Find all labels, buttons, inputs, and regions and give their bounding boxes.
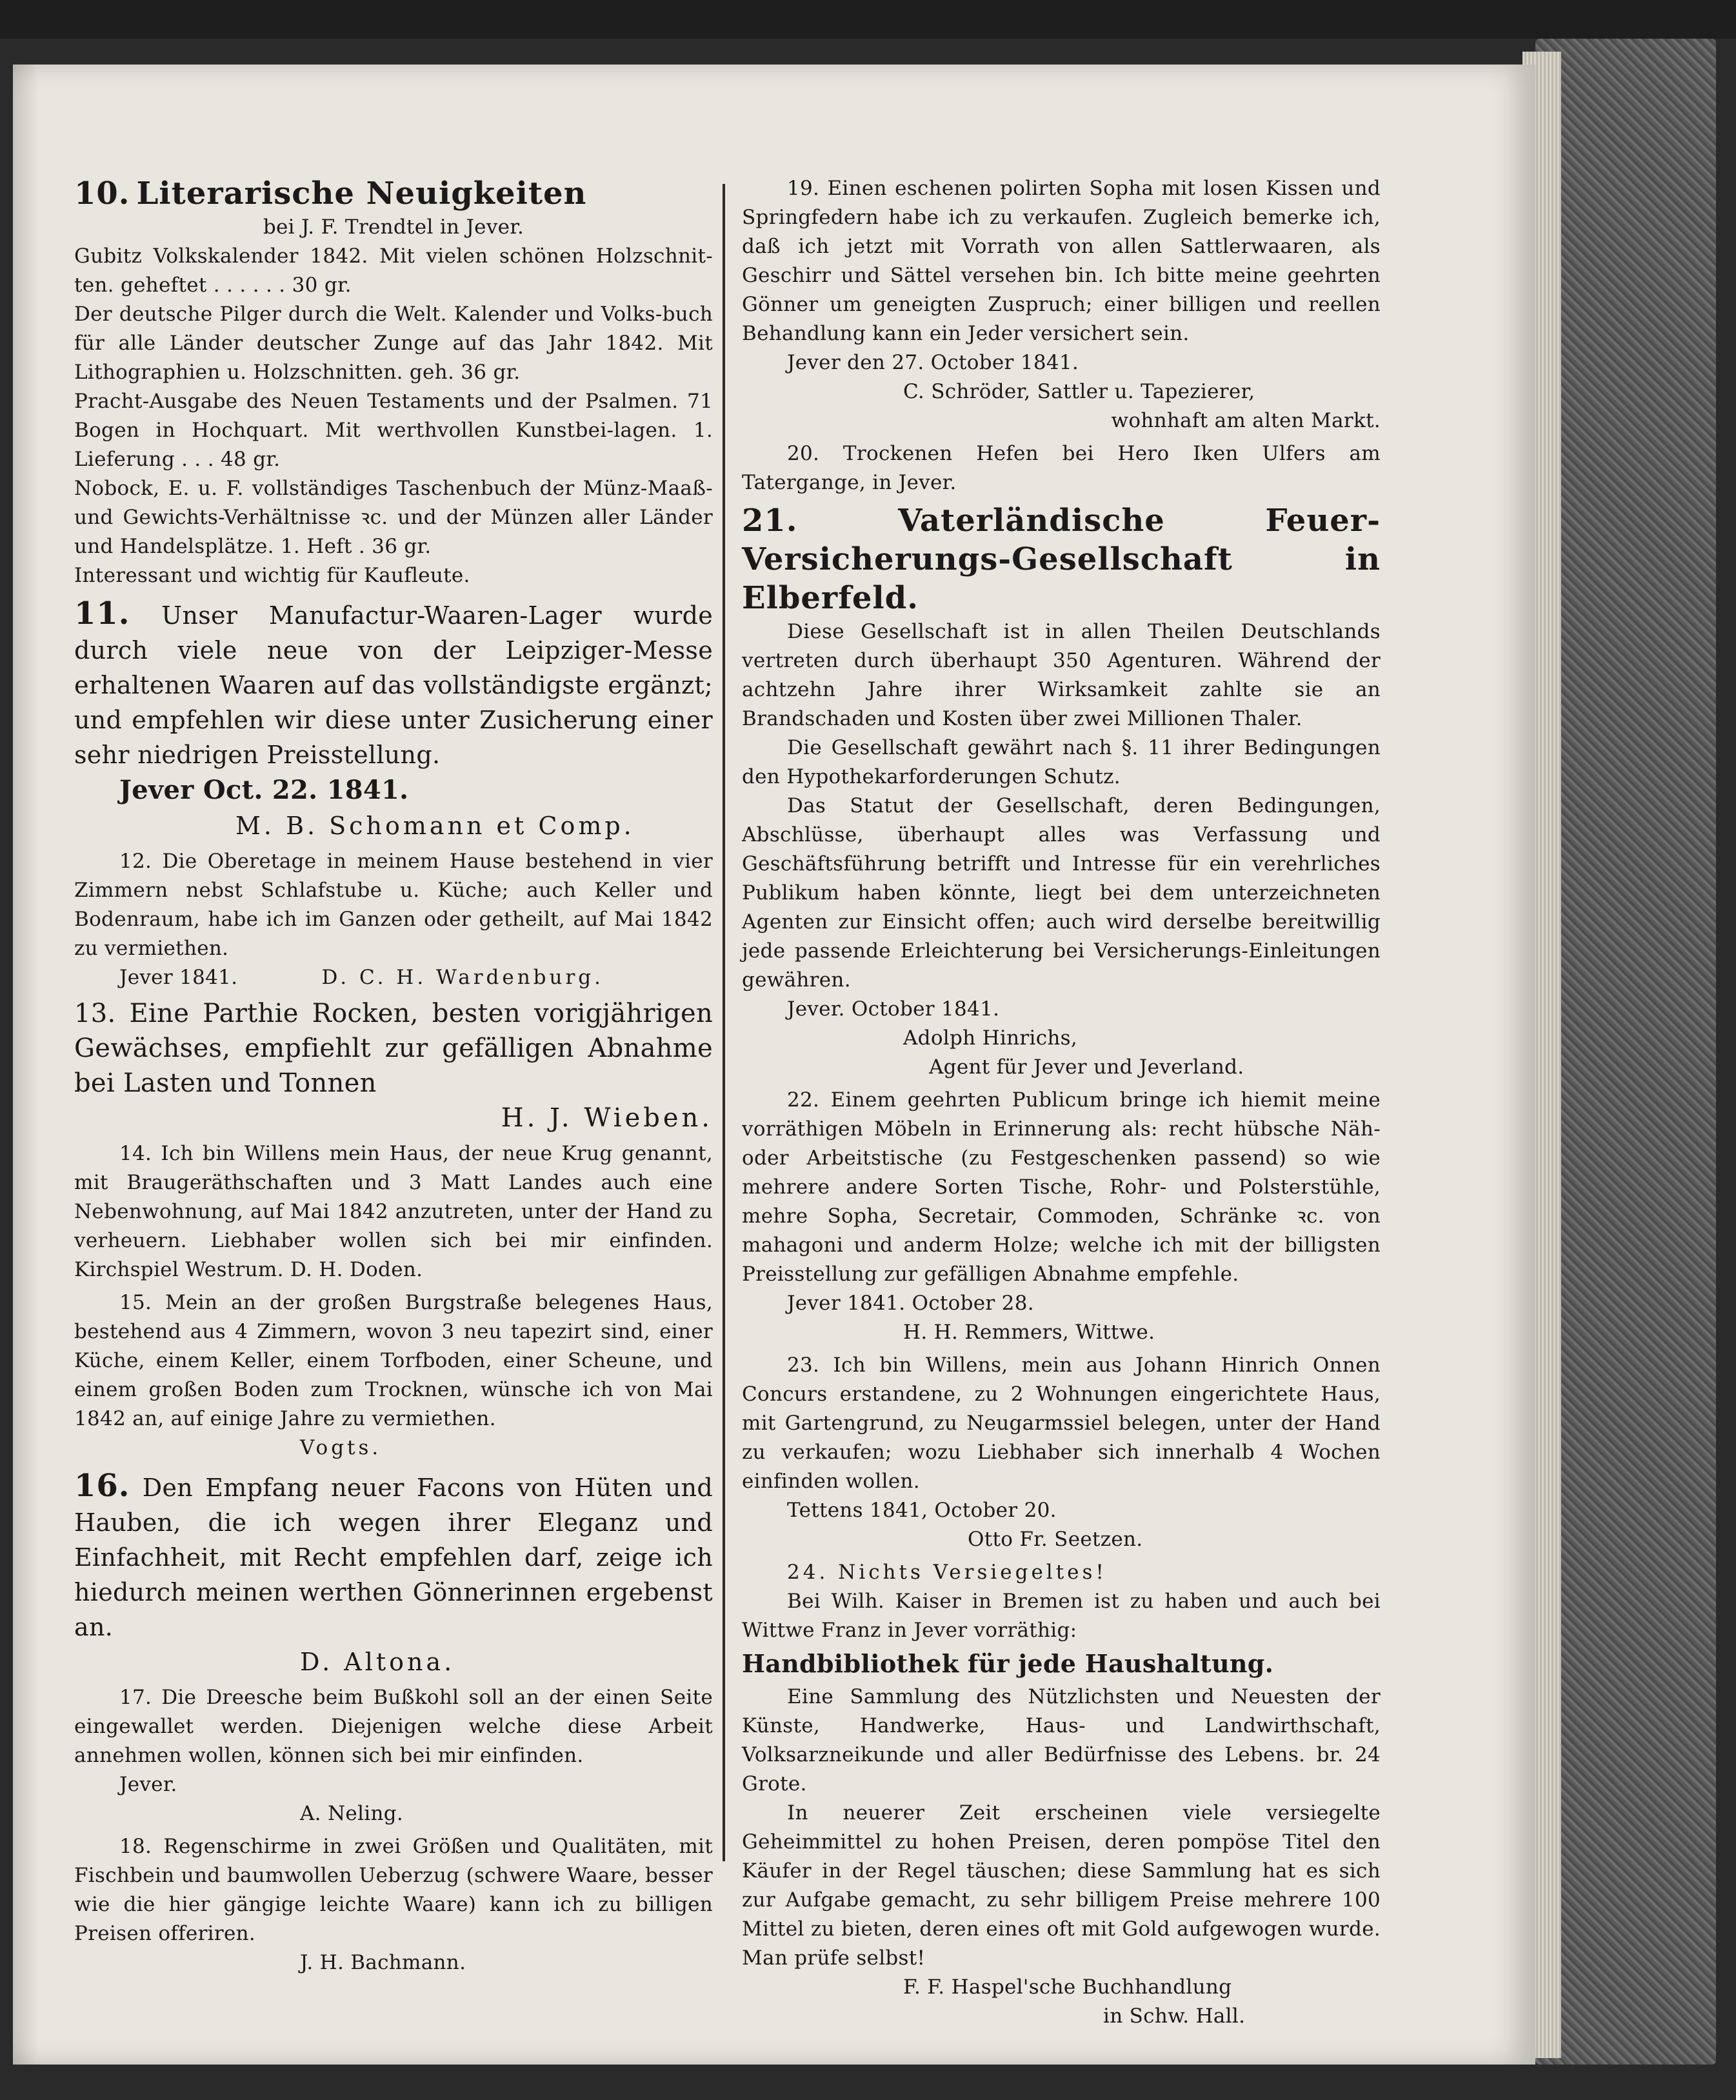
item-24-signature-2: in Schw. Hall.: [1103, 2005, 1246, 2028]
item-15-text: 15. Mein an der großen Burgstraße belegenes Haus, bestehend aus 4 Zimmern, wovon 3 neu tapezirt sind, einer Küche, einem Keller, einem Torfboden, einer Scheune, und einem großen Boden zum Trocknen, wünsche ich von Mai 1842 an, auf einige Jahre zu vermiethen.: [74, 1291, 713, 1430]
item-10-title: Literarische Neuigkeiten: [136, 175, 587, 212]
item-17: [74, 1683, 713, 1828]
item-22-text: 22. Einem geehrten Publicum bringe ich hiemit meine vorräthigen Möbeln in Erinnerung als: recht hübsche Näh- oder Arbeitstische (zu Festgeschenken passend) so wie mehrere andere Sorten Tische, Rohr- und Polsterstühle, mehre Sopha, Secretair, Commoden, Schränke ꝛc. von mahagoni und anderm Holze; welche ich mit der billigsten Preisstellung zur gefälligen Abnahme empfehle.: [742, 1088, 1381, 1286]
item-16-signature: D. Altona.: [300, 1648, 455, 1676]
item-23-text: 23. Ich bin Willens, mein aus Johann Hinrich Onnen Concurs erstandene, zu 2 Wohnungen eingerichtete Haus, mit Gartengrund, zu Neugarmssiel belegen, unter der Hand zu verkaufen; wozu Liebhaber sich innerhalb 4 Wochen einfinden wollen.: [742, 1354, 1381, 1493]
item-23-date: Tettens 1841, October 20.: [787, 1499, 1057, 1522]
item-13-number: 13.: [74, 999, 116, 1028]
column-divider: [723, 184, 725, 1861]
item-13: [74, 996, 713, 1135]
item-11-date: Jever Oct. 22. 1841.: [119, 775, 409, 805]
item-24-intro: Bei Wilh. Kaiser in Bremen ist zu haben und auch bei Wittwe Franz in Jever vorräthig:: [742, 1590, 1381, 1642]
item-24-p2: In neuerer Zeit erscheinen viele versiegelte Geheimmittel zu hohen Preisen, deren pompöse Titel den Käufer in der Regel täuschen; diese Sammlung hat es sich zur Aufgabe gemacht, zu sehr billigem Preise mehrere 100 Mittel zu bieten, deren eines oft mit Gold aufgewogen wurde. Man prüfe selbst!: [742, 1801, 1381, 1970]
item-21-signature-2: Agent für Jever und Jeverland.: [929, 1055, 1244, 1079]
item-16-text: Den Empfang neuer Facons von Hüten und Hauben, die ich wegen ihrer Eleganz und Einfachheit, mit Recht empfehlen darf, zeige ich hiedurch meinen werthen Gönnerinnen ergebenst an.: [74, 1474, 713, 1641]
scan-background: [0, 0, 1736, 39]
item-23: [742, 1351, 1381, 1554]
item-12-date: Jever 1841.: [119, 966, 238, 989]
item-19-signature-2: wohnhaft am alten Markt.: [1111, 409, 1381, 432]
item-11-text: Unser Manufactur-Waaren-Lager wurde durch viele neue von der Leipziger-Messe erhaltenen Waaren auf das vollständigste ergänzt; und empfehlen wir diese unter Zusicherung einer sehr niedrigen Preisstellung.: [74, 601, 713, 769]
item-24-signature-1: F. F. Haspel'sche Buchhandlung: [903, 1975, 1232, 1999]
item-15-signature: Vogts.: [300, 1436, 382, 1459]
item-24: [742, 1558, 1381, 2031]
item-19: [742, 174, 1381, 435]
item-23-signature: Otto Fr. Seetzen.: [968, 1528, 1143, 1551]
item-12-text: 12. Die Oberetage in meinem Hause bestehend in vier Zimmern nebst Schlafstube u. Küche; auch Keller und Bodenraum, habe ich im Ganzen oder getheilt, auf Mai 1842 zu vermiethen.: [74, 850, 713, 960]
item-24-book-title: Handbibliothek für jede Haushaltung.: [742, 1649, 1274, 1678]
item-15: [74, 1288, 713, 1463]
item-16: [74, 1466, 713, 1679]
item-24-heading: 24. Nichts Versiegeltes!: [787, 1561, 1107, 1584]
item-12-footer: [74, 963, 713, 992]
item-14: 14. Ich bin Willens mein Haus, der neue Krug genannt, mit Braugeräthschaften und 3 Matt Landes auch eine Nebenwohnung, auf Mai 1842 anzutreten, unter der Hand zu verheuern. Liebhaber wollen sich bei mir einfinden. Kirchspiel Westrum. D. H. Doden.: [74, 1142, 713, 1281]
item-18-signature: J. H. Bachmann.: [300, 1951, 466, 1974]
item-16-number: 16.: [74, 1468, 130, 1504]
book-cover-edge: [1535, 39, 1716, 2065]
item-21-p1: Diese Gesellschaft ist in allen Theilen Deutschlands vertreten durch überhaupt 350 Agenturen. Während der achtzehn Jahre ihrer Wirksamkeit zahlte sie an Brandschaden und Kosten über zwei Millionen Thaler.: [742, 620, 1381, 730]
item-22-date: Jever 1841. October 28.: [787, 1292, 1034, 1315]
right-column: [742, 174, 1381, 2045]
item-19-signature-1: C. Schröder, Sattler u. Tapezierer,: [903, 380, 1255, 403]
item-21-p3: Das Statut der Gesellschaft, deren Bedingungen, Abschlüsse, überhaupt alles was Verfassung und Geschäftsführung betrifft und Intresse für ein verehrliches Publikum haben könnte, liegt bei dem unterzeichneten Agenten zur Einsicht offen; auch wird derselbe bereitwillig jede passende Erleichterung bei Versicherungs-Einleitungen gewähren.: [742, 794, 1381, 992]
item-19-date: Jever den 27. October 1841.: [787, 351, 1079, 374]
item-20: 20. Trockenen Hefen bei Hero Iken Ulfers am Tatergange, in Jever.: [742, 442, 1381, 494]
item-21-signature-1: Adolph Hinrichs,: [903, 1026, 1078, 1050]
item-11-number: 11.: [74, 595, 130, 632]
item-12: [74, 847, 713, 992]
item-22: [742, 1086, 1381, 1347]
left-column: [74, 174, 713, 2045]
item-10-book-4: Nobock, E. u. F. vollständiges Taschenbuch der Münz-Maaß- und Gewichts-Verhältnisse ꝛc. und der Münzen aller Länder und Handelsplätze. 1. Heft . 36 gr.: [74, 477, 713, 558]
item-21-title: Vaterländische Feuer-Versicherungs-Gesellschaft in Elberfeld.: [742, 503, 1381, 616]
item-24-p1: Eine Sammlung des Nützlichsten und Neuesten der Künste, Handwerke, Haus- und Landwirthschaft, Volksarzneikunde und aller Bedürfnisse des Lebens. br. 24 Grote.: [742, 1685, 1381, 1795]
item-17-text: 17. Die Dreesche beim Bußkohl soll an der einen Seite eingewallet werden. Diejenigen welche diese Arbeit annehmen wollen, können sich bei mir einfinden.: [74, 1686, 713, 1767]
item-10: [74, 174, 713, 590]
item-17-date: Jever.: [119, 1773, 177, 1796]
item-10-book-5: Interessant und wichtig für Kaufleute.: [74, 564, 470, 587]
item-18-text: 18. Regenschirme in zwei Größen und Qualitäten, mit Fischbein und baumwollen Ueberzug (schwere Waare, besser wie die hier gängige leichte Waare) kann ich zu billigen Preisen offeriren.: [74, 1835, 713, 1945]
item-11: [74, 594, 713, 843]
gutter-shadow: [13, 65, 39, 2065]
item-11-signature: M. B. Schomann et Comp.: [235, 812, 635, 840]
item-21-number: 21.: [742, 503, 798, 539]
item-10-book-3: Pracht-Ausgabe des Neuen Testaments und der Psalmen. 71 Bogen in Hochquart. Mit werthvollen Kunstbei-lagen. 1. Lieferung . . . 48 gr.: [74, 390, 713, 471]
item-17-signature: A. Neling.: [300, 1802, 404, 1825]
item-10-number: 10.: [74, 175, 130, 212]
item-21-date: Jever. October 1841.: [787, 997, 1000, 1021]
item-12-signature: D. C. H. Wardenburg.: [321, 966, 604, 989]
item-13-signature: H. J. Wieben.: [501, 1103, 713, 1133]
item-10-book-1: Gubitz Volkskalender 1842. Mit vielen schönen Holzschnit-ten. geheftet . . . . . . 30 gr.: [74, 245, 713, 297]
item-21: [742, 501, 1381, 1082]
item-22-signature: H. H. Remmers, Wittwe.: [903, 1321, 1155, 1344]
item-21-p2: Die Gesellschaft gewährt nach §. 11 ihrer Bedingungen den Hypothekarforderungen Schutz.: [742, 736, 1381, 788]
item-10-sub: bei J. F. Trendtel in Jever.: [263, 215, 524, 239]
item-10-book-2: Der deutsche Pilger durch die Welt. Kalender und Volks-buch für alle Länder deutscher Zunge auf das Jahr 1842. Mit Lithographien u. Holzschnitten. geh. 36 gr.: [74, 303, 713, 384]
item-13-text: Eine Parthie Rocken, besten vorigjährigen Gewächses, empfiehlt zur gefälligen Abnahme bei Lasten und Tonnen: [74, 999, 713, 1098]
item-18: [74, 1832, 713, 1977]
item-19-text: 19. Einen eschenen polirten Sopha mit losen Kissen und Springfedern habe ich zu verkaufen. Zugleich bemerke ich, daß ich jetzt mit Vorrath von allen Sattlerwaaren, als Geschirr und Sättel versehen bin. Ich bitte meine geehrten Gönner um geneigten Zuspruch; einer billigen und reellen Behandlung kann ein Jeder versichert sein.: [742, 177, 1381, 345]
